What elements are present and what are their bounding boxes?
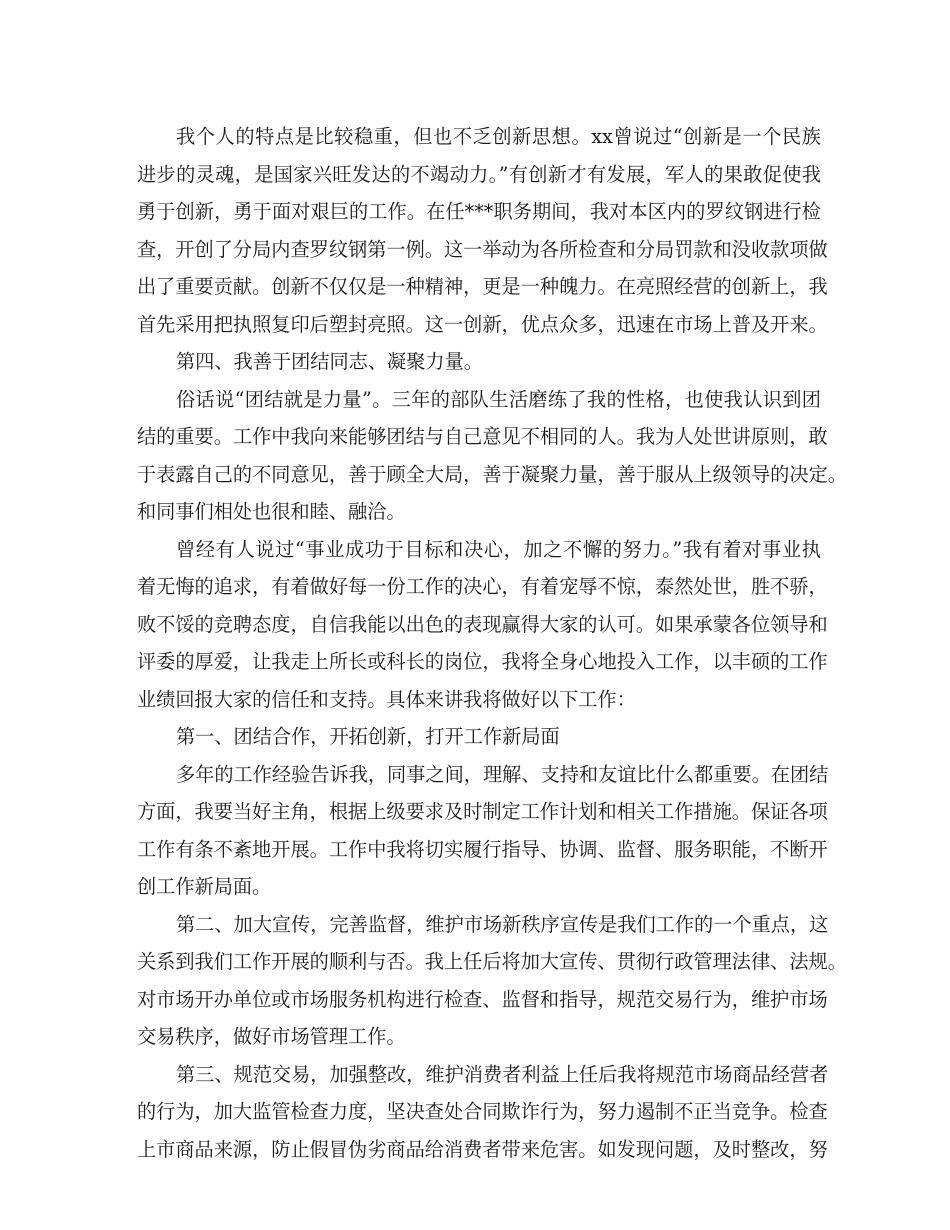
text-line: 对市场开办单位或市场服务机构进行检查、监督和指导，规范交易行为，维护市场	[137, 987, 828, 1011]
text-line: 勇于创新，勇于面对艰巨的工作。在任***职务期间，我对本区内的罗纹钢进行检	[137, 200, 821, 223]
text-line: 的行为，加大监管检查力度，坚决查处合同欺诈行为，努力遏制不正当竞争。检查	[137, 1100, 828, 1123]
text-line: 出了重要贡献。创新不仅仅是一种精神，更是一种魄力。在亮照经营的创新上，我	[137, 275, 828, 298]
document-body	[137, 118, 847, 1168]
text-line: 曾经有人说过“事业成功于目标和决心，加之不懈的努力。”我有着对事业执	[176, 537, 821, 561]
text-line: 第三、规范交易，加强整改，维护消费者利益上任后我将规范市场商品经营者	[176, 1062, 829, 1086]
text-line: 着无悔的追求，有着做好每一份工作的决心，有着宠辱不惊，泰然处世，胜不骄，	[137, 575, 828, 598]
text-line: 工作有条不紊地开展。工作中我将切实履行指导、协调、监督、服务职能，不断开	[137, 837, 828, 861]
text-line: 第四、我善于团结同志、凝聚力量。	[176, 350, 483, 373]
text-line: 关系到我们工作开展的顺利与否。我上任后将加大宣传、贯彻行政管理法律、法规。	[137, 950, 847, 973]
text-line: 创工作新局面。	[137, 875, 272, 898]
text-line: 查，开创了分局内查罗纹钢第一例。这一举动为各所检查和分局罚款和没收款项做	[137, 237, 828, 261]
text-line: 败不馁的竞聘态度，自信我能以出色的表现赢得大家的认可。如果承蒙各位领导和	[137, 612, 828, 636]
text-line: 评委的厚爱，让我走上所长或科长的岗位，我将全身心地投入工作，以丰硕的工作	[137, 650, 828, 673]
text-line: 结的重要。工作中我向来能够团结与自己意见不相同的人。我为人处世讲原则，敢	[137, 425, 828, 448]
text-line: 俗话说“团结就是力量”。三年的部队生活磨练了我的性格，也使我认识到团	[176, 387, 821, 411]
text-line: 多年的工作经验告诉我，同事之间，理解、支持和友谊比什么都重要。在团结	[176, 762, 829, 786]
text-line: 方面，我要当好主角，根据上级要求及时制定工作计划和相关工作措施。保证各项	[137, 800, 828, 823]
text-line: 上市商品来源，防止假冒伪劣商品给消费者带来危害。如发现问题，及时整改，努	[137, 1137, 828, 1161]
text-line: 第一、团结合作，开拓创新，打开工作新局面	[176, 725, 560, 748]
text-line: 第二、加大宣传，完善监督，维护市场新秩序宣传是我们工作的一个重点，这	[176, 912, 829, 936]
text-line: 于表露自己的不同意见，善于顾全大局，善于凝聚力量，善于服从上级领导的决定。	[137, 462, 847, 486]
text-line: 业绩回报大家的信任和支持。具体来讲我将做好以下工作：	[137, 687, 636, 711]
text-line: 交易秩序，做好市场管理工作。	[137, 1025, 406, 1048]
text-line: 和同事们相处也很和睦、融洽。	[137, 500, 406, 523]
text-line: 首先采用把执照复印后塑封亮照。这一创新，优点众多，迅速在市场上普及开来。	[137, 312, 828, 336]
text-line: 进步的灵魂，是国家兴旺发达的不竭动力。”有创新才有发展，军人的果敢促使我	[137, 162, 821, 186]
text-line: 我个人的特点是比较稳重，但也不乏创新思想。xx曾说过“创新是一个民族	[176, 125, 821, 148]
